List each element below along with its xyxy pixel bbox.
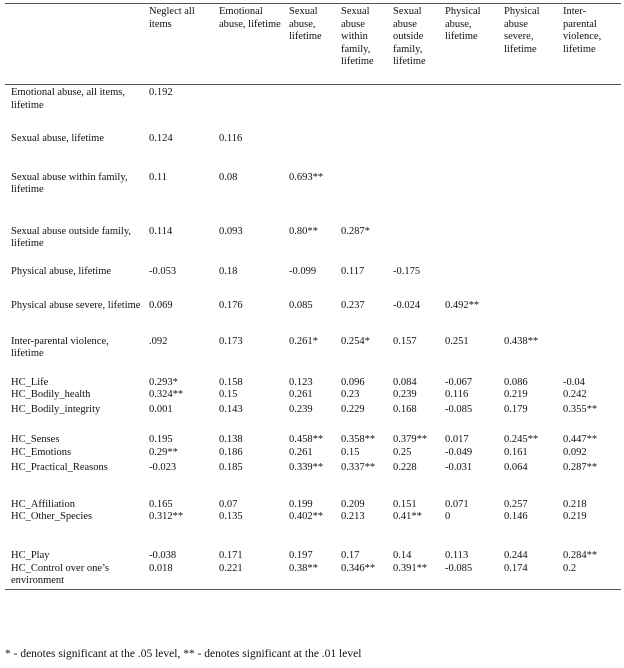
table-cell: 0.173 xyxy=(219,335,243,347)
table-cell: 0.447** xyxy=(563,434,598,445)
table-row xyxy=(5,511,621,543)
table-cell xyxy=(390,85,442,119)
table-row xyxy=(5,119,621,160)
table-cell: 0.492** xyxy=(445,299,480,311)
row-label: Inter-parental violence, lifetime xyxy=(11,335,109,359)
table-cell xyxy=(560,212,621,260)
table-cell: 0.15 xyxy=(341,446,360,458)
table-cell xyxy=(501,160,560,212)
table-cell: 0.138 xyxy=(219,434,243,445)
table-cell: 0.438** xyxy=(504,335,539,347)
table-cell: -0.024 xyxy=(393,299,421,311)
table-cell: 0.228 xyxy=(393,461,417,473)
table-row xyxy=(5,260,621,298)
table-cell: -0.053 xyxy=(149,265,177,277)
row-label: Sexual abuse within family, lifetime xyxy=(11,171,128,195)
table-row xyxy=(5,447,621,462)
table-cell: 0.186 xyxy=(219,446,243,458)
table-cell xyxy=(560,160,621,212)
table-cell: 0.2 xyxy=(560,563,621,590)
table-cell xyxy=(501,212,560,260)
table-cell: 0.458** xyxy=(289,434,324,445)
table-cell xyxy=(442,119,501,160)
table-cell xyxy=(501,119,560,160)
table-cell xyxy=(501,85,560,119)
table-cell: -0.085 xyxy=(442,563,501,590)
table-cell: 0.064 xyxy=(504,461,528,473)
table-cell: 0.11 xyxy=(149,171,167,183)
table-cell: 0.018 xyxy=(146,563,216,590)
table-row xyxy=(5,334,621,371)
table-cell: 0.146 xyxy=(504,511,528,522)
table-cell: 0.38** xyxy=(286,563,338,590)
table-cell: 0.293* xyxy=(149,376,178,388)
table-header-row xyxy=(5,4,621,85)
table-cell xyxy=(286,85,338,119)
table-cell: 0.185 xyxy=(219,461,243,473)
table-cell: 0.093 xyxy=(219,225,243,237)
row-label: HC_Control over one’s environment xyxy=(5,563,146,590)
table-cell xyxy=(501,260,560,298)
table-cell: 0.693** xyxy=(289,171,324,183)
table-cell: 0.197 xyxy=(289,550,313,561)
table-cell: -0.031 xyxy=(445,461,473,473)
table-cell: 0.116 xyxy=(445,389,469,400)
table-cell: 0.312** xyxy=(149,511,184,522)
table-cell: 0.80** xyxy=(289,225,318,237)
table-cell: 0.176 xyxy=(219,299,243,311)
table-cell: 0.213 xyxy=(341,511,365,522)
table-cell: 0.18 xyxy=(219,265,238,277)
table-row xyxy=(5,389,621,404)
table-cell: 0.242 xyxy=(563,389,587,400)
table-row xyxy=(5,85,621,119)
table-cell xyxy=(338,160,390,212)
table-cell: 0.14 xyxy=(393,550,412,561)
table-cell: -0.023 xyxy=(149,461,177,473)
table-cell: -0.049 xyxy=(445,446,473,458)
table-cell: 0.358** xyxy=(341,434,376,445)
row-label: HC_Affiliation xyxy=(11,498,75,510)
table-cell: -0.038 xyxy=(149,550,177,561)
table-row xyxy=(5,429,621,447)
table-cell: -0.04 xyxy=(563,376,585,388)
row-label: HC_Bodily_health xyxy=(11,389,91,400)
header-cell: Sexual abuse outside family, lifetime xyxy=(390,4,442,85)
table-cell: 0.092 xyxy=(563,446,587,458)
table-cell: -0.099 xyxy=(289,265,317,277)
header-cell: Sexual abuse, lifetime xyxy=(286,4,338,85)
table-cell: .092 xyxy=(149,335,168,347)
table-cell: 0.346** xyxy=(338,563,390,590)
table-cell xyxy=(560,119,621,160)
table-cell: 0.239 xyxy=(289,404,313,415)
row-label: HC_Other_Species xyxy=(11,511,93,522)
table-cell: 0.261 xyxy=(289,446,313,458)
table-cell xyxy=(560,260,621,298)
table-body xyxy=(5,85,621,590)
table-row xyxy=(5,212,621,260)
table-cell: 0.123 xyxy=(289,376,313,388)
table-cell: 0.143 xyxy=(219,404,243,415)
table-cell: 0.124 xyxy=(149,132,173,144)
table-cell: 0.086 xyxy=(504,376,528,388)
table-cell: 0.165 xyxy=(149,498,173,510)
table-cell: -0.085 xyxy=(445,404,473,415)
table-cell: 0.337** xyxy=(341,461,376,473)
table-cell: 0.117 xyxy=(341,265,365,277)
table-row xyxy=(5,563,621,590)
table-cell xyxy=(338,119,390,160)
table-cell: 0.161 xyxy=(504,446,528,458)
table-cell: 0.324** xyxy=(149,389,184,400)
table-cell: 0.001 xyxy=(149,404,173,415)
table-cell: 0.084 xyxy=(393,376,417,388)
table-cell xyxy=(560,298,621,334)
table-cell: -0.175 xyxy=(393,265,421,277)
table-cell: 0.157 xyxy=(393,335,417,347)
significance-footnote: * - denotes significant at the .05 level, ** - denotes significant at the .01 level xyxy=(5,648,362,660)
table-cell: 0.218 xyxy=(563,498,587,510)
header-cell xyxy=(5,4,146,85)
row-label: HC_Practical_Reasons xyxy=(11,461,108,473)
table-cell: 0.355** xyxy=(563,404,598,415)
table-cell: 0.284** xyxy=(563,550,598,561)
table-cell: 0.192 xyxy=(149,87,173,98)
table-cell: 0.23 xyxy=(341,389,360,400)
header-cell: Sexual abuse within family, lifetime xyxy=(338,4,390,85)
table-cell xyxy=(390,212,442,260)
table-cell xyxy=(442,160,501,212)
table-row xyxy=(5,404,621,429)
table-cell: 0.261 xyxy=(289,389,313,400)
table-cell: 0.257 xyxy=(504,498,528,510)
table-cell: 0.17 xyxy=(341,550,360,561)
table-cell xyxy=(560,85,621,119)
header-cell: Emotional abuse, lifetime xyxy=(216,4,286,85)
table-cell: 0.379** xyxy=(393,434,428,445)
table-cell: 0.254* xyxy=(341,335,370,347)
table-cell: 0.287** xyxy=(563,461,598,473)
table-cell: 0 xyxy=(445,511,451,522)
table-cell xyxy=(501,298,560,334)
table-cell: 0.069 xyxy=(149,299,173,311)
table-row xyxy=(5,298,621,334)
table-cell xyxy=(560,334,621,371)
table-cell xyxy=(390,160,442,212)
table-cell xyxy=(338,85,390,119)
table-cell: 0.199 xyxy=(289,498,313,510)
row-label: Sexual abuse outside family, lifetime xyxy=(11,225,132,249)
row-label: HC_Bodily_integrity xyxy=(11,404,101,415)
header-cell: Neglect all items xyxy=(146,4,216,85)
table-cell: 0.158 xyxy=(219,376,243,388)
table-row xyxy=(5,160,621,212)
row-label: Emotional abuse, all items, lifetime xyxy=(11,87,126,111)
table-cell: 0.168 xyxy=(393,404,417,415)
table-cell: 0.171 xyxy=(219,550,243,561)
row-label: HC_Play xyxy=(11,550,50,561)
row-label: Physical abuse severe, lifetime xyxy=(11,299,141,311)
table-cell xyxy=(286,119,338,160)
correlation-table xyxy=(5,3,621,590)
table-cell: 0.339** xyxy=(289,461,324,473)
table-cell: 0.251 xyxy=(445,335,469,347)
table-cell: 0.174 xyxy=(501,563,560,590)
table-cell: 0.221 xyxy=(216,563,286,590)
table-cell: 0.29** xyxy=(149,446,178,458)
correlation-table-container xyxy=(5,3,621,590)
table-cell: 0.402** xyxy=(289,511,324,522)
table-row xyxy=(5,492,621,512)
table-cell: 0.237 xyxy=(341,299,365,311)
table-cell: 0.15 xyxy=(219,389,238,400)
table-cell: 0.287* xyxy=(341,225,370,237)
table-cell: 0.239 xyxy=(393,389,417,400)
table-cell: 0.071 xyxy=(445,498,469,510)
row-label: Sexual abuse, lifetime xyxy=(11,132,105,144)
table-cell: 0.07 xyxy=(219,498,238,510)
table-row xyxy=(5,371,621,390)
row-label: HC_Emotions xyxy=(11,446,72,458)
table-cell: 0.219 xyxy=(563,511,587,522)
table-cell: 0.209 xyxy=(341,498,365,510)
table-cell: 0.017 xyxy=(445,434,469,445)
table-cell xyxy=(442,260,501,298)
table-cell: 0.261* xyxy=(289,335,318,347)
row-label: HC_Senses xyxy=(11,434,60,445)
table-cell: 0.114 xyxy=(149,225,173,237)
table-row xyxy=(5,543,621,563)
table-cell: 0.219 xyxy=(504,389,528,400)
table-cell: 0.085 xyxy=(289,299,313,311)
table-cell: 0.229 xyxy=(341,404,365,415)
table-cell: -0.067 xyxy=(445,376,473,388)
header-cell: Physical abuse severe, lifetime xyxy=(501,4,560,85)
table-cell: 0.41** xyxy=(393,511,422,522)
table-cell: 0.113 xyxy=(445,550,469,561)
table-cell: 0.245** xyxy=(504,434,539,445)
table-cell: 0.116 xyxy=(219,132,243,144)
table-cell: 0.25 xyxy=(393,446,412,458)
table-cell xyxy=(442,212,501,260)
table-cell xyxy=(442,85,501,119)
table-cell: 0.135 xyxy=(219,511,243,522)
header-cell: Inter-parental violence, lifetime xyxy=(560,4,621,85)
table-cell: 0.195 xyxy=(149,434,173,445)
table-cell: 0.151 xyxy=(393,498,417,510)
header-cell: Physical abuse, lifetime xyxy=(442,4,501,85)
row-label: HC_Life xyxy=(11,376,49,388)
table-cell: 0.244 xyxy=(504,550,528,561)
table-cell xyxy=(216,85,286,119)
table-cell xyxy=(390,119,442,160)
table-cell: 0.391** xyxy=(390,563,442,590)
table-cell: 0.096 xyxy=(341,376,365,388)
row-label: Physical abuse, lifetime xyxy=(11,265,112,277)
table-row xyxy=(5,462,621,492)
table-cell: 0.179 xyxy=(504,404,528,415)
table-cell: 0.08 xyxy=(219,171,238,183)
